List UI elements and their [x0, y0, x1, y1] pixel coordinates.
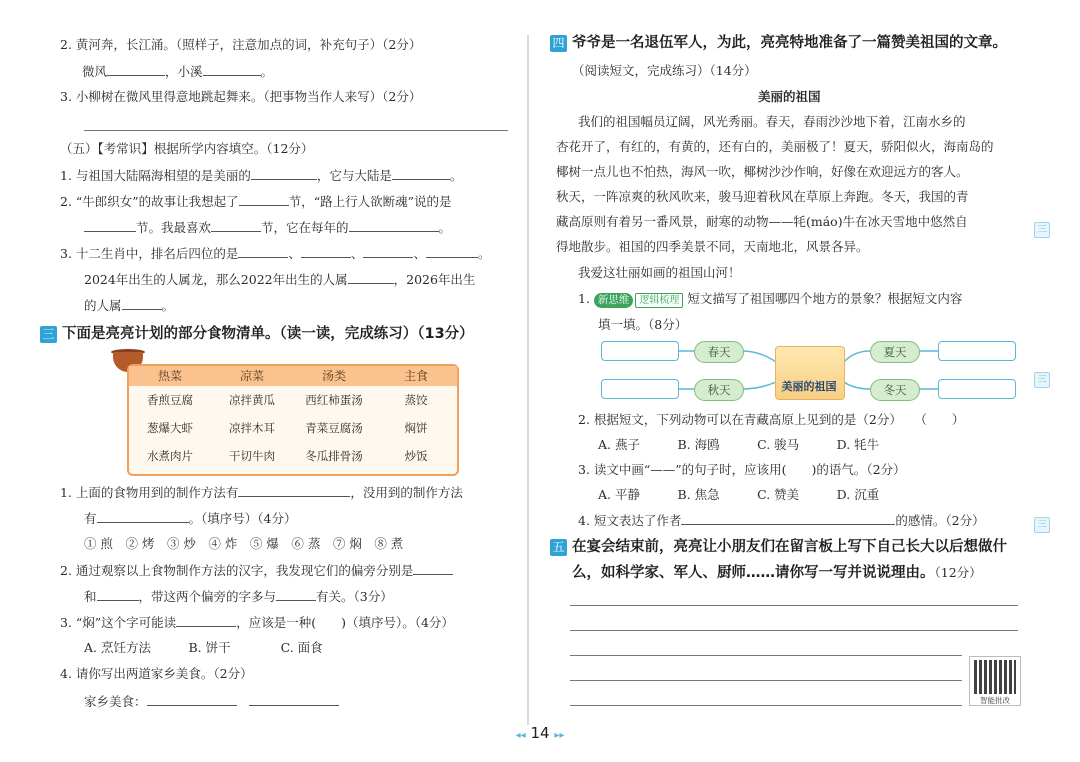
food-item: 凉拌木耳	[229, 421, 275, 435]
mindmap-spring: 春天	[694, 341, 744, 363]
food-item: 干切牛肉	[229, 449, 275, 463]
article-line: 椰树一点儿也不怕热，海风一吹，椰树沙沙作响，好像在欢迎远方的客人。	[556, 164, 969, 179]
left-q3: 3. 小柳树在微风里得意地跳起舞来。（把事物当作人来写）（2分）	[60, 89, 422, 104]
side-tab-marker: 三	[1034, 517, 1050, 533]
sec5-q1: 1. 与祖国大陆隔海相望的是美丽的 ，它与大陆是 。	[60, 168, 463, 183]
answer-line[interactable]	[570, 680, 962, 681]
cooking-methods: ① 煎 ② 烤 ③ 炒 ④ 炸 ⑤ 爆 ⑥ 蒸 ⑦ 焖 ⑧ 煮	[84, 536, 404, 551]
left-q2-blanks: 微风 ，小溪 。	[82, 64, 274, 79]
article-line: 秋天，一阵凉爽的秋风吹来，骏马迎着秋风在草原上奔跑。冬天，我国的青	[556, 189, 969, 204]
article-title: 美丽的祖国	[758, 89, 821, 104]
side-tab-marker: 三	[1034, 222, 1050, 238]
food-item: 冬瓜排骨汤	[305, 449, 363, 463]
sec4-q3-options: A. 平静 B. 焦急 C. 赞美 D. 沉重	[598, 487, 880, 502]
food-item: 水煮肉片	[147, 449, 193, 463]
sec4-q3: 3. 读文中画“——”的句子时，应该用( )的语气。（2分）	[578, 462, 906, 477]
food-item: 青菜豆腐汤	[305, 421, 363, 435]
mindmap-winter: 冬天	[870, 379, 920, 401]
article-line: 藏高原则有着另一番风景，耐寒的动物——牦(máo)牛在冰天雪地中悠然自	[556, 214, 968, 229]
next-arrows-icon: ▸▸	[554, 730, 565, 741]
sec4-q1: 1. 新思维 逻辑梳理 短文描写了祖国哪四个地方的景象？根据短文内容	[578, 291, 963, 306]
sec3-q3: 3. “焖”这个字可能读 ，应该是一种( )（填序号）。（4分）	[60, 615, 454, 630]
sec3-q4: 4. 请你写出两道家乡美食。（2分）	[60, 666, 253, 681]
food-item: 葱爆大虾	[147, 421, 193, 435]
food-item: 凉拌黄瓜	[229, 393, 275, 407]
sec3-q4-answer: 家乡美食：	[84, 692, 339, 711]
logic-tag: 逻辑梳理	[635, 293, 683, 308]
qr-code[interactable]	[969, 656, 1021, 706]
col-header: 汤类	[321, 369, 346, 383]
mindmap-summer: 夏天	[870, 341, 920, 363]
sec3-title: 下面是亮亮计划的部分食物清单。（读一读，完成练习）（13分）	[62, 326, 474, 342]
answer-blank[interactable]	[681, 511, 895, 525]
sec4-title: 爷爷是一名退伍军人，为此，亮亮特地准备了一篇赞美祖国的文章。	[572, 35, 1007, 51]
section-badge: 四	[550, 35, 567, 52]
sec3-q1: 1. 上面的食物用到的制作方法有 ，没用到的制作方法	[60, 485, 463, 500]
food-item: 西红柿蛋汤	[305, 393, 363, 407]
sec5-q2: 2. “牛郎织女”的故事让我想起了 节，“路上行人欲断魂”说的是	[60, 194, 452, 209]
mindmap-autumn: 秋天	[694, 379, 744, 401]
side-tab-marker: 三	[1034, 372, 1050, 388]
left-q2: 2. 黄河奔，长江涌。（照样子，注意加点的词，补充句子）（2分）	[60, 37, 422, 52]
col-header: 主食	[403, 369, 428, 383]
article-line: 得地散步。祖国的四季美景不同，天南地北，风景各异。	[556, 239, 869, 254]
sec5-q2-cont: 节。我最喜欢 节，它在每年的 。	[84, 218, 451, 237]
section-badge: 五	[550, 539, 567, 556]
article-line: 我们的祖国幅员辽阔，风光秀丽。春天，春雨沙沙地下着，江南水乡的	[578, 114, 966, 129]
new-thinking-tag: 新思维	[594, 293, 634, 308]
page-number-footer	[490, 724, 590, 742]
sec3-q1-cont: 有 。（填序号）（4分）	[84, 511, 297, 526]
sec5r-title-cont: 么，如科学家、军人、厨师……请你写一写并说说理由。（12分）	[572, 565, 982, 581]
qr-code-pattern	[974, 660, 1016, 694]
sec4-q4: 4. 短文表达了作者 的感情。（2分）	[578, 513, 985, 528]
sec4-q1-cont: 填一填。（8分）	[598, 317, 688, 332]
food-item: 焖饼	[404, 421, 428, 435]
sec5-title: （五）【考常识】根据所学内容填空。（12分）	[60, 141, 314, 156]
sec4-subtitle: （阅读短文，完成练习）（14分）	[572, 63, 757, 78]
sec3-q2: 2. 通过观察以上食物制作方法的汉字，我发现它们的偏旁分别是	[60, 561, 453, 580]
sec4-q2-options: A. 燕子 B. 海鸥 C. 骏马 D. 牦牛	[598, 437, 880, 452]
mindmap-center-label: 美丽的祖国	[781, 380, 837, 393]
col-header: 凉菜	[239, 369, 264, 383]
food-item: 香煎豆腐	[147, 393, 193, 407]
sec3-q2-cont: 和 ，带这两个偏旁的字多与 有关。（3分）	[84, 589, 393, 604]
sec5r-title: 在宴会结束前，亮亮让小朋友们在留言板上写下自己长大以后想做什	[572, 539, 1007, 555]
answer-line[interactable]	[570, 605, 1018, 606]
section-badge: 三	[40, 326, 57, 343]
connector	[742, 382, 776, 389]
qr-label: 智能批改	[980, 696, 1010, 705]
sec4-q2: 2. 根据短文，下列动物可以在青藏高原上见到的是（2分） （ ）	[578, 412, 965, 427]
col-header: 热菜	[157, 369, 182, 383]
sec5-q3-cont2: 的人属 。	[84, 298, 175, 313]
sec5-q3: 3. 十二生肖中，排名后四位的是 、 、 、 。	[60, 246, 491, 261]
connector	[742, 351, 776, 362]
food-item: 炒饭	[404, 449, 428, 463]
article-ending: 我爱这壮丽如画的祖国山河！	[578, 265, 741, 280]
prev-arrows-icon: ◂◂	[515, 730, 526, 741]
sec5r-title-row	[550, 538, 1007, 556]
answer-line[interactable]	[570, 630, 1018, 631]
mindmap-answer-box[interactable]	[601, 341, 679, 361]
sec3-q3-options: A. 烹饪方法 B. 饼干 C. 面食	[84, 640, 323, 655]
connector	[844, 382, 870, 389]
connector	[844, 351, 870, 362]
mindmap-answer-box[interactable]	[601, 379, 679, 399]
mindmap-answer-box[interactable]	[938, 379, 1016, 399]
article-line: 杏花开了，有红的，有黄的，还有白的，美丽极了！夏天，骄阳似火，海南岛的	[556, 139, 994, 154]
answer-line[interactable]	[570, 705, 962, 706]
food-item: 蒸饺	[404, 393, 428, 407]
sec5-q3-cont: 2024年出生的人属龙，那么2022年出生的人属 ，2026年出生	[84, 272, 476, 287]
mindmap-answer-box[interactable]	[938, 341, 1016, 361]
page-number: 14	[530, 724, 550, 742]
answer-line[interactable]	[570, 655, 962, 656]
